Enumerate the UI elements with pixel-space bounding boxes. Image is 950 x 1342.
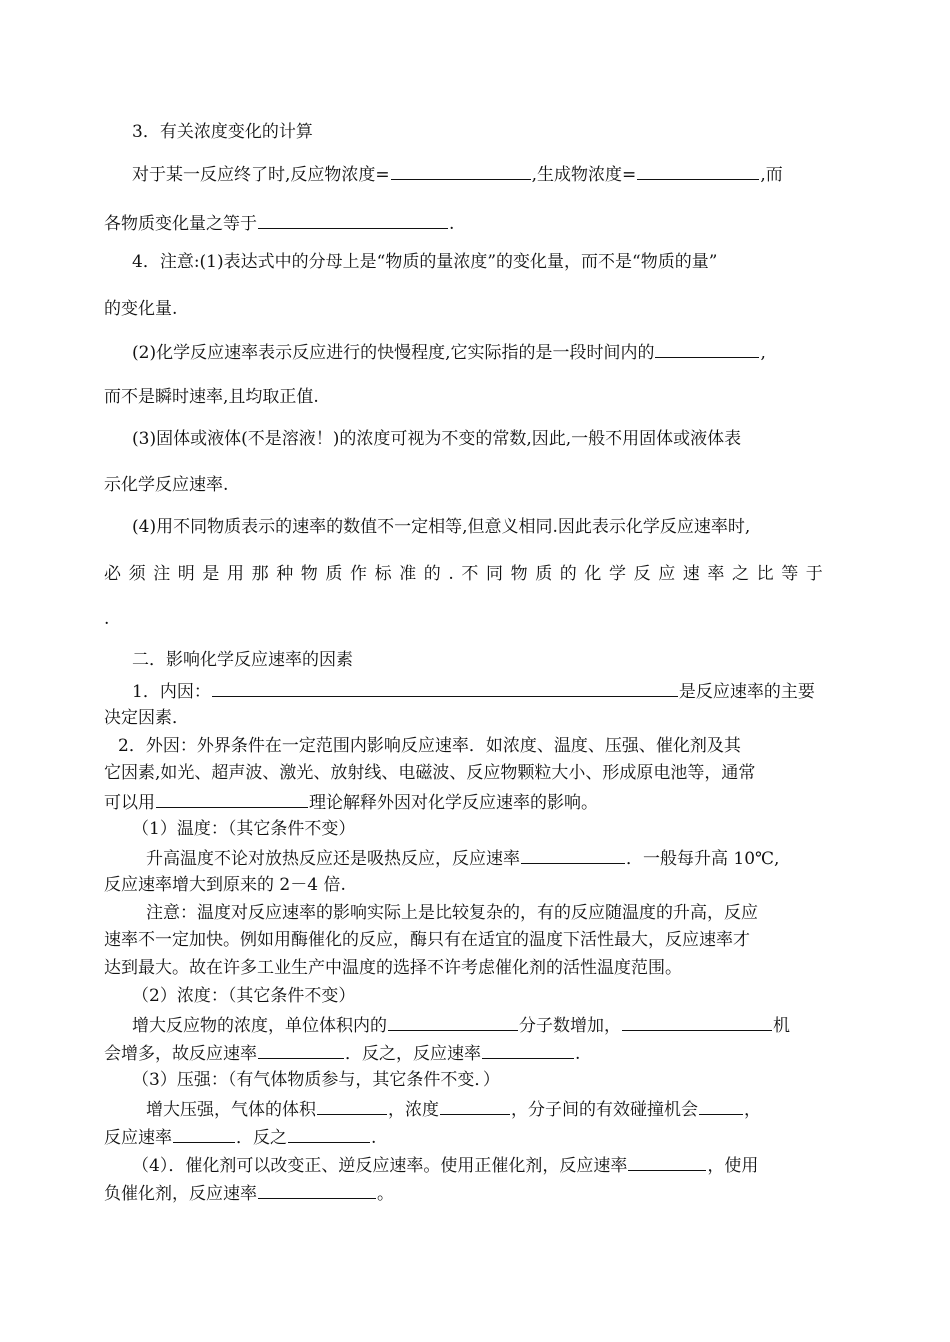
note-2-line-1 — [132, 340, 874, 364]
text: (2)化学反应速率表示反应进行的快慢程度,它实际指的是一段时间内的 — [132, 343, 655, 363]
text: 升高温度不论对放热反应还是吸热反应，反应速率 — [146, 849, 520, 869]
section-3-title: 3．有关浓度变化的计算 — [132, 122, 313, 142]
note-4-line-3 — [104, 608, 846, 630]
temperature-note-line-2: 速率不一定加快。例如用酶催化的反应，酶只有在适宜的温度下活性最大，反应速率才 — [104, 930, 750, 950]
answer-blank[interactable] — [388, 1013, 518, 1031]
note-1-line-2: 的变化量. — [104, 299, 178, 319]
answer-blank[interactable] — [622, 1013, 772, 1031]
note-1-line-1: 4．注意:(1)表达式中的分母上是“物质的量浓度”的变化量，而不是“物质的量” — [132, 252, 718, 272]
text: ．一般每升高 10℃, — [626, 849, 780, 869]
text: 各物质变化量之等于 — [104, 214, 257, 234]
text: 1．内因： — [132, 682, 211, 702]
note-4-line-2: 必须注明是用那种物质作标准的.不同物质的化学反应速率之比等于 — [104, 564, 831, 584]
answer-blank[interactable] — [637, 162, 759, 180]
text: . — [371, 1128, 377, 1148]
answer-blank[interactable] — [173, 1125, 235, 1143]
text: . — [449, 214, 455, 234]
temperature-note-line-3: 达到最大。故在许多工业生产中温度的选择不许考虑催化剂的活性温度范围。 — [104, 958, 682, 978]
answer-blank[interactable] — [258, 1041, 344, 1059]
answer-blank[interactable] — [258, 211, 448, 229]
text: ,而 — [760, 165, 783, 185]
answer-blank[interactable] — [699, 1097, 743, 1115]
text: 可以用 — [104, 793, 155, 813]
text: 增大压强，气体的体积 — [146, 1100, 316, 1120]
answer-blank[interactable] — [288, 1125, 370, 1143]
text: ， — [744, 1100, 761, 1120]
answer-blank[interactable] — [521, 846, 625, 864]
text: ,生成物浓度= — [531, 165, 637, 185]
answer-blank[interactable] — [440, 1097, 510, 1115]
external-factor-line-2: 它因素,如光、超声波、激光、放射线、电磁波、反应物颗粒大小、形成原电池等，通常 — [104, 763, 756, 783]
text: 对于某一反应终了时,反应物浓度= — [132, 165, 390, 185]
answer-blank[interactable] — [212, 679, 678, 697]
text: ，使用 — [707, 1156, 759, 1176]
part-2-title: 二．影响化学反应速率的因素 — [132, 650, 353, 670]
external-factor-line-1: 2．外因：外界条件在一定范围内影响反应速率．如浓度、温度、压强、催化剂及其 — [118, 736, 741, 756]
text: 增大反应物的浓度，单位体积内的 — [132, 1016, 387, 1036]
answer-blank[interactable] — [156, 790, 308, 808]
text: ．反之 — [236, 1128, 287, 1148]
answer-blank[interactable] — [628, 1153, 706, 1171]
note-3-line-2: 示化学反应速率. — [104, 475, 229, 495]
text: 是反应速率的主要 — [678, 682, 815, 702]
text: 分子数增加， — [519, 1016, 621, 1036]
text: 理论解释外因对化学反应速率的影响。 — [309, 793, 598, 813]
text: , — [760, 343, 766, 363]
temperature-note-line-1: 注意：温度对反应速率的影响实际上是比较复杂的，有的反应随温度的升高，反应 — [146, 903, 758, 923]
text: 。 — [377, 1184, 394, 1204]
text: ，分子间的有效碰撞机会 — [511, 1100, 698, 1120]
external-factor-line-3 — [104, 790, 846, 814]
pressure-title: （3）压强：（有气体物质参与，其它条件不变．） — [132, 1070, 500, 1090]
concentration-line-1 — [132, 1013, 846, 1037]
note-2-line-2: 而不是瞬时速率,且均取正值. — [104, 387, 319, 407]
pressure-line-1 — [146, 1097, 846, 1121]
temperature-line-1 — [146, 846, 846, 870]
answer-blank[interactable] — [391, 162, 531, 180]
temperature-line-2: 反应速率增大到原来的 2－4 倍. — [104, 875, 346, 895]
text: ．反之，反应速率 — [345, 1044, 481, 1064]
internal-factor-line-2: 决定因素． — [104, 708, 189, 728]
answer-blank[interactable] — [317, 1097, 387, 1115]
text: . — [104, 609, 110, 629]
pressure-line-2 — [104, 1125, 846, 1149]
section-3-line-1 — [132, 162, 846, 186]
text: ，浓度 — [388, 1100, 439, 1120]
note-4-line-1: (4)用不同物质表示的速率的数值不一定相等,但意义相同.因此表示化学反应速率时, — [132, 517, 751, 537]
concentration-line-2 — [104, 1041, 846, 1065]
text: 负催化剂，反应速率 — [104, 1184, 257, 1204]
text: 机 — [773, 1016, 790, 1036]
internal-factor-line-1 — [132, 679, 846, 703]
note-3-line-1: (3)固体或液体(不是溶液！)的浓度可视为不变的常数,因此,一般不用固体或液体表 — [132, 429, 742, 449]
concentration-title: （2）浓度：（其它条件不变） — [132, 986, 356, 1006]
answer-blank[interactable] — [482, 1041, 574, 1059]
text: 会增多，故反应速率 — [104, 1044, 257, 1064]
text: 反应速率 — [104, 1128, 172, 1148]
answer-blank[interactable] — [655, 340, 759, 358]
section-3-line-2 — [104, 211, 846, 235]
answer-blank[interactable] — [258, 1181, 376, 1199]
text: . — [575, 1044, 581, 1064]
catalyst-line-2 — [104, 1181, 846, 1205]
temperature-title: （1）温度：（其它条件不变） — [132, 819, 356, 839]
text: （4）．催化剂可以改变正、逆反应速率。使用正催化剂，反应速率 — [132, 1156, 628, 1176]
catalyst-line-1 — [132, 1153, 846, 1177]
